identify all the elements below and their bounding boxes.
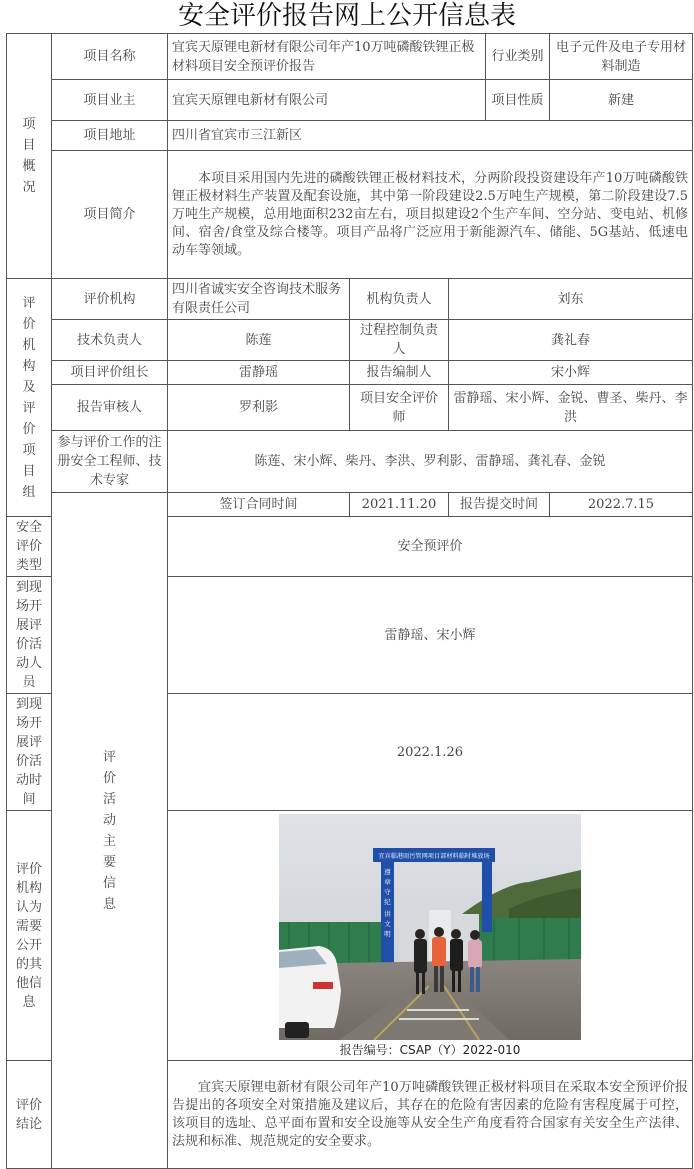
section-agency: 评价机构及评价项目组 (7, 279, 52, 517)
page-title: 安全评价报告网上公开信息表 (177, 1, 516, 31)
row-intro (7, 151, 693, 279)
gate-sign-text: 宜宾临港雨污管网项目部材料临时堆放场 (378, 852, 490, 860)
info-table (6, 33, 693, 1169)
industry-label: 行业类别 (486, 34, 550, 80)
intro-label: 项目简介 (52, 151, 168, 279)
conclusion-value: 宜宾天原锂电新材有限公司年产10万吨磷酸铁锂正极材料项目在采取本安全预评价报告提出的各项安全对策措施及建议后，其存在的危险有害因素的危险有害程度属于可控，该项目的选址、总平面布置和安全设施等从安全生产角度看符合国家有关安全生产法律、法规和标准、规范规定的安全要求。 (168, 1061, 693, 1169)
contract-value: 2021.11.20 (350, 493, 449, 517)
type-value: 安全预评价 (168, 517, 693, 577)
org-label: 评价机构 (52, 279, 168, 320)
org-value: 四川省诚实安全咨询技术服务有限责任公司 (168, 279, 350, 320)
nature-label: 项目性质 (486, 80, 550, 121)
type-label: 安全评价类型 (7, 517, 52, 577)
assessors-label: 项目安全评价师 (350, 385, 449, 431)
industry-value: 电子元件及电子专用材料制造 (550, 34, 693, 80)
address-value: 四川省宜宾市三江新区 (168, 121, 693, 151)
process-head-label: 过程控制负责人 (350, 320, 449, 361)
row-leader (7, 361, 693, 385)
report-number: 报告编号：CSAP（Y）2022-010 (339, 1042, 521, 1057)
onsite-people-label: 到现场开展评价活动人员 (7, 577, 52, 694)
reviewer-value: 罗利影 (168, 385, 350, 431)
nature-value: 新建 (550, 80, 693, 121)
section-activity: 评价活动主要信息 (52, 493, 168, 1169)
leader-value: 雷静瑶 (168, 361, 350, 385)
contract-label: 签订合同时间 (168, 493, 350, 517)
writer-label: 报告编制人 (350, 361, 449, 385)
onsite-time-value: 2022.1.26 (168, 694, 693, 811)
tech-head-value: 陈莲 (168, 320, 350, 361)
owner-label: 项目业主 (52, 80, 168, 121)
onsite-time-label: 到现场开展评价活动时间 (7, 694, 52, 811)
project-name-value: 宜宾天原锂电新材有限公司年产10万吨磷酸铁锂正极材料项目安全预评价报告 (168, 34, 486, 80)
section-overview: 项目概况 (7, 34, 52, 279)
submit-value: 2022.7.15 (550, 493, 693, 517)
row-owner (7, 80, 693, 121)
experts-label: 参与评价工作的注册安全工程师、技术专家 (52, 431, 168, 493)
experts-value: 陈莲、宋小辉、柴丹、李洪、罗利影、雷静瑶、龚礼春、金锐 (168, 431, 693, 493)
row-address (7, 121, 693, 151)
reviewer-label: 报告审核人 (52, 385, 168, 431)
site-photo-illustration (279, 814, 581, 1040)
leader-label: 项目评价组长 (52, 361, 168, 385)
intro-value: 本项目采用国内先进的磷酸铁锂正极材料技术，分两阶段投资建设年产10万吨磷酸铁锂正极材料生产装置及配套设施，其中第一阶段建设2.5万吨生产规模，第二阶段建设7.5万吨生产规模，总用地面积232亩左右，项目拟建设2个生产车间、空分站、变电站、机修间、宿舍/食堂及综合楼等。项目产品将广泛应用于新能源汽车、储能、5G基站、低速电动车等领域。 (168, 151, 693, 279)
row-contract (7, 493, 693, 517)
owner-value: 宜宾天原锂电新材有限公司 (168, 80, 486, 121)
tech-head-label: 技术负责人 (52, 320, 168, 361)
writer-value: 宋小辉 (449, 361, 693, 385)
row-reviewer (7, 385, 693, 431)
other-info-label: 评价机构认为需要公开的其他信息 (7, 811, 52, 1061)
row-project-name (7, 34, 693, 80)
project-name-label: 项目名称 (52, 34, 168, 80)
site-photo-cell (168, 811, 693, 1061)
org-head-value: 刘东 (449, 279, 693, 320)
assessors-value: 雷静瑶、宋小辉、金锐、曹圣、柴丹、李洪 (449, 385, 693, 431)
row-tech-head (7, 320, 693, 361)
address-label: 项目地址 (52, 121, 168, 151)
process-head-value: 龚礼春 (449, 320, 693, 361)
gate-post-text: 遵章守纪讲文明 (384, 867, 391, 938)
row-experts (7, 431, 693, 493)
site-photo (279, 814, 581, 1040)
onsite-people-value: 雷静瑶、宋小辉 (168, 577, 693, 694)
conclusion-label: 评价结论 (7, 1061, 52, 1169)
row-org (7, 279, 693, 320)
submit-label: 报告提交时间 (449, 493, 550, 517)
org-head-label: 机构负责人 (350, 279, 449, 320)
